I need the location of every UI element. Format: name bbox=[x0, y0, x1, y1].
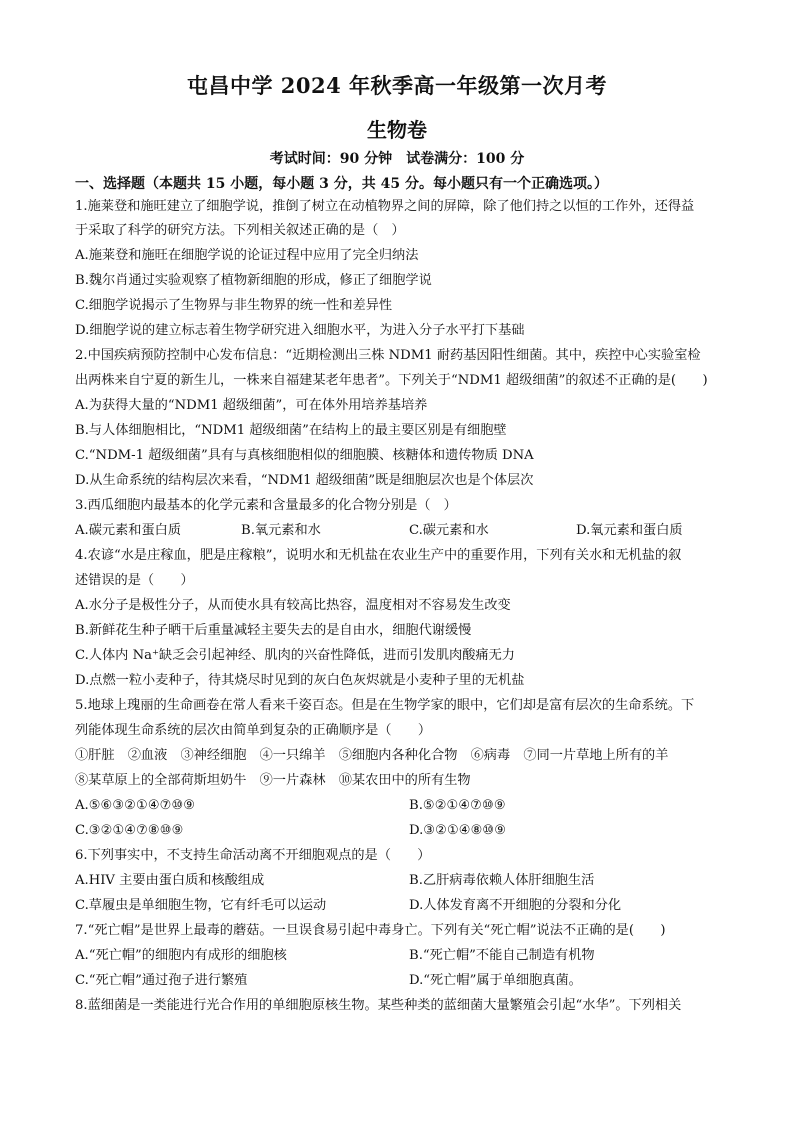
q3-option-a: A.碳元素和蛋白质 bbox=[75, 523, 182, 538]
q5-stem-line2: 列能体现生命系统的层次由简单到复杂的正确顺序是（ ） bbox=[75, 723, 432, 738]
q1-option-a: A.施莱登和施旺在细胞学说的论证过程中应用了完全归纳法 bbox=[75, 248, 419, 263]
q7-option-a: A.“死亡帽”的细胞内有成形的细胞核 bbox=[75, 948, 287, 963]
q7-stem: 7.“死亡帽”是世界上最毒的蘑菇。一旦误食易引起中毒身亡。下列有关“死亡帽”说法不正确的是( ) bbox=[75, 923, 666, 938]
q8-stem: 8.蓝细菌是一类能进行光合作用的单细胞原核生物。某些种类的蓝细菌大量繁殖会引起“水华”。下列相关 bbox=[75, 998, 682, 1013]
q2-stem-line1: 2.中国疾病预防控制中心发布信息：“近期检测出三株 NDM1 耐药基因阳性细菌。其中，疾控中心实验室检 bbox=[75, 348, 701, 363]
q3-option-d: D.氧元素和蛋白质 bbox=[576, 523, 683, 538]
q7-option-c: C.“死亡帽”通过孢子进行繁殖 bbox=[75, 973, 248, 988]
q6-option-a: A.HIV 主要由蛋白质和核酸组成 bbox=[75, 873, 265, 888]
q4-option-a: A.水分子是极性分子，从而使水具有较高比热容，温度相对不容易发生改变 bbox=[75, 598, 511, 613]
q2-option-d: D.从生命系统的结构层次来看，“NDM1 超级细菌”既是细胞层次也是个体层次 bbox=[75, 473, 534, 488]
q2-option-a: A.为获得大量的“NDM1 超级细菌”，可在体外用培养基培养 bbox=[75, 398, 428, 413]
subject-title: 生物卷 bbox=[367, 118, 427, 142]
q7-option-b: B.“死亡帽”不能自己制造有机物 bbox=[409, 948, 595, 963]
q4-stem-line2: 述错误的是（ ） bbox=[75, 573, 194, 588]
q1-option-b: B.魏尔肖通过实验观察了植物新细胞的形成，修正了细胞学说 bbox=[75, 273, 432, 288]
q5-option-a: A.⑤⑥③②①④⑦⑩⑨ bbox=[75, 798, 196, 813]
q1-stem-line1: 1.施莱登和施旺建立了细胞学说，推倒了树立在动植物界之间的屏障，除了他们持之以恒的工作外，还得益 bbox=[75, 199, 695, 214]
q3-stem: 3.西瓜细胞内最基本的化学元素和含量最多的化合物分别是（ ） bbox=[75, 498, 457, 513]
q4-option-d: D.点燃一粒小麦种子，待其烧尽时见到的灰白色灰烬就是小麦种子里的无机盐 bbox=[75, 673, 525, 688]
q6-option-c: C.草履虫是单细胞生物，它有纤毛可以运动 bbox=[75, 898, 327, 913]
q4-option-b: B.新鲜花生种子晒干后重量减轻主要失去的是自由水，细胞代谢缓慢 bbox=[75, 623, 472, 638]
q2-option-c: C.“NDM-1 超级细菌”具有与真核细胞相似的细胞膜、核糖体和遗传物质 DNA bbox=[75, 448, 534, 463]
q5-option-c: C.③②①④⑦⑧⑩⑨ bbox=[75, 823, 184, 838]
q2-option-b: B.与人体细胞相比，“NDM1 超级细菌”在结构上的最主要区别是有细胞壁 bbox=[75, 423, 507, 438]
q4-option-c: C.人体内 Na⁺缺乏会引起神经、肌肉的兴奋性降低，进而引发肌肉酸痛无力 bbox=[75, 648, 515, 663]
q2-stem-line2: 出两株来自宁夏的新生儿，一株来自福建某老年患者”。下列关于“NDM1 超级细菌”的叙述不正确的是( ) bbox=[75, 373, 708, 388]
q3-option-c: C.碳元素和水 bbox=[409, 523, 489, 538]
q3-option-b: B.氧元素和水 bbox=[241, 523, 321, 538]
q6-option-d: D.人体发育离不开细胞的分裂和分化 bbox=[409, 898, 622, 913]
q5-stem-line1: 5.地球上瑰丽的生命画卷在常人看来千姿百态。但是在生物学家的眼中，它们却是富有层次的生命系统。下 bbox=[75, 698, 695, 713]
q6-option-b: B.乙肝病毒依赖人体肝细胞生活 bbox=[409, 873, 595, 888]
q5-option-d: D.③②①④⑧⑩⑨ bbox=[409, 823, 507, 838]
q7-option-d: D.“死亡帽”属于单细胞真菌。 bbox=[409, 973, 582, 988]
section-heading: 一、选择题（本题共 15 小题，每小题 3 分，共 45 分。每小题只有一个正确选项。） bbox=[75, 176, 608, 192]
q4-stem-line1: 4.农谚“水是庄稼血，肥是庄稼粮”，说明水和无机盐在农业生产中的重要作用，下列有关水和无机盐的叙 bbox=[75, 548, 682, 563]
q5-items-line2: ⑧某草原上的全部荷斯坦奶牛 ⑨一片森林 ⑩某农田中的所有生物 bbox=[75, 773, 471, 788]
exam-title: 屯昌中学 2024 年秋季高一年级第一次月考 bbox=[186, 73, 608, 98]
q5-option-b: B.⑤②①④⑦⑩⑨ bbox=[409, 798, 506, 813]
q1-option-d: D.细胞学说的建立标志着生物学研究进入细胞水平，为进入分子水平打下基础 bbox=[75, 323, 525, 338]
q1-stem-line2: 于采取了科学的研究方法。下列相关叙述正确的是（ ） bbox=[75, 223, 405, 238]
q5-items-line1: ①肝脏 ②血液 ③神经细胞 ④一只绵羊 ⑤细胞内各种化合物 ⑥病毒 ⑦同一片草地上所有的羊 bbox=[75, 748, 669, 763]
q1-option-c: C.细胞学说揭示了生物界与非生物界的统一性和差异性 bbox=[75, 298, 393, 313]
exam-info: 考试时间：90 分钟 试卷满分：100 分 bbox=[269, 151, 525, 167]
q6-stem: 6.下列事实中，不支持生命活动离不开细胞观点的是（ ） bbox=[75, 848, 431, 863]
